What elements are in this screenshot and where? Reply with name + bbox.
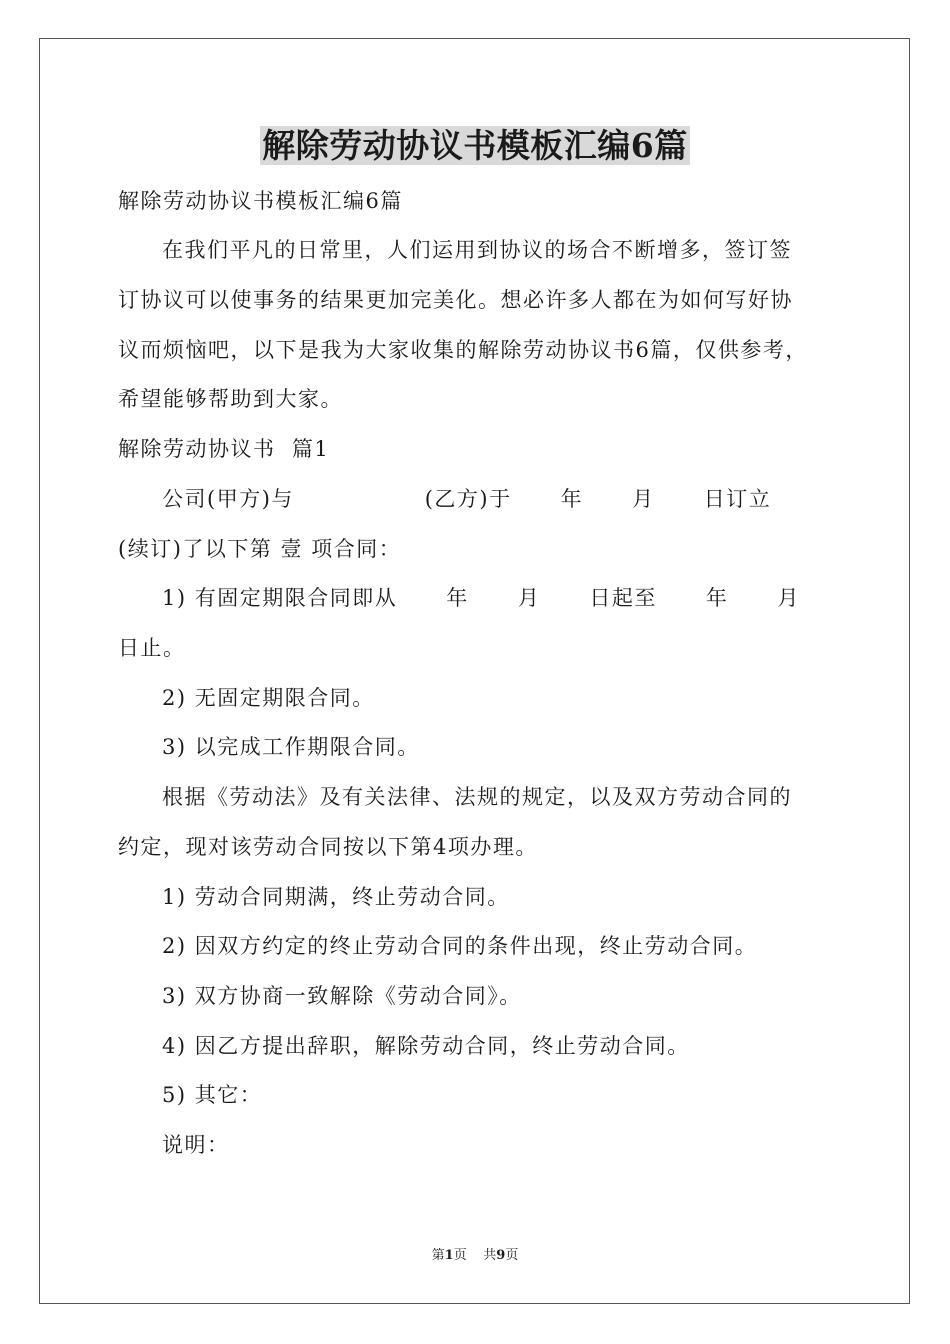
paragraph-line: 说明： — [162, 1133, 230, 1157]
section-heading: 解除劳动协议书 篇1 — [118, 437, 330, 461]
paragraph-line: 日止。 — [118, 636, 186, 660]
page-frame — [39, 38, 910, 1304]
paragraph-line: (续订)了以下第 壹 项合同： — [118, 537, 402, 561]
list-item: 2) 无固定期限合同。 — [162, 686, 375, 710]
footer-total-prefix: 共 — [483, 1248, 497, 1263]
page-footer — [0, 1247, 950, 1265]
list-item: 4) 因乙方提出辞职，解除劳动合同，终止劳动合同。 — [162, 1034, 690, 1058]
paragraph-line: 订协议可以使事务的结果更加完美化。想必许多人都在为如何写好协 — [118, 288, 793, 312]
footer-total-suffix: 页 — [505, 1248, 519, 1263]
paragraph-line: 议而烦恼吧，以下是我为大家收集的解除劳动协议书6篇，仅供参考， — [118, 338, 808, 362]
document-title-text: 解除劳动协议书模板汇编6篇 — [262, 126, 688, 165]
paragraph-line: 约定，现对该劳动合同按以下第4项办理。 — [118, 835, 538, 859]
paragraph-line: 在我们平凡的日常里，人们运用到协议的场合不断增多，签订签 — [162, 238, 792, 262]
list-item: 3) 双方协商一致解除《劳动合同》。 — [162, 984, 522, 1008]
paragraph-line: 公司(甲方)与 (乙方)于 年 月 日订立 — [162, 487, 772, 511]
paragraph-line: 根据《劳动法》及有关法律、法规的规定，以及双方劳动合同的 — [162, 785, 792, 809]
list-item: 2) 因双方约定的终止劳动合同的条件出现，终止劳动合同。 — [162, 934, 758, 958]
list-item: 1) 劳动合同期满，终止劳动合同。 — [162, 885, 510, 909]
footer-page-number: 1 — [444, 1248, 454, 1263]
document-title — [0, 124, 950, 168]
footer-page-prefix: 第 — [431, 1248, 445, 1263]
list-item: 1) 有固定期限合同即从 年 月 日起至 年 月 — [162, 586, 800, 610]
footer-page-suffix: 页 — [453, 1248, 467, 1263]
footer-total-pages: 9 — [496, 1248, 506, 1263]
paragraph-line: 希望能够帮助到大家。 — [118, 387, 343, 411]
subtitle-line: 解除劳动协议书模板汇编6篇 — [118, 189, 403, 213]
list-item: 3) 以完成工作期限合同。 — [162, 735, 420, 759]
list-item: 5) 其它： — [162, 1083, 263, 1107]
